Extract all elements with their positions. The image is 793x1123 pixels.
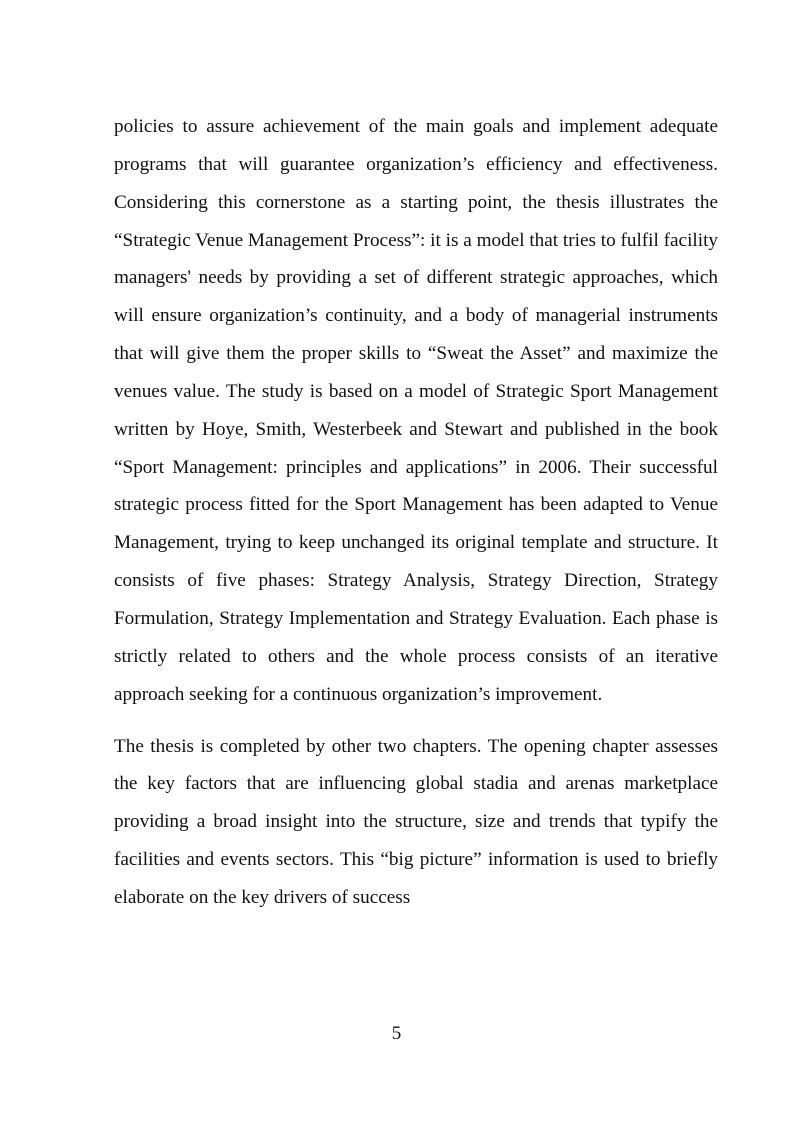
paragraph-strategic-process: policies to assure achievement of the main goals and implement adequate programs that will guarantee organization’s efficiency and effectiveness. Considering this cornerstone as a starting point, the thesis illustrates the “Strategic Venue Management Process”: it is a model that tries to fulfil facility managers' needs by providing a set of different strategic approaches, which will ensure organization’s continuity, and a body of managerial instruments that will give them the proper skills to “Sweat the Asset” and maximize the venues value. The study is based on a model of Strategic Sport Management written by Hoye, Smith, Westerbeek and Stewart and published in the book “Sport Management: principles and applications” in 2006. Their successful strategic process fitted for the Sport Management has been adapted to Venue Management, trying to keep unchanged its original template and structure. It consists of five phases: Strategy Analysis, Strategy Direction, Strategy Formulation, Strategy Implementation and Strategy Evaluation. Each phase is strictly related to others and the whole process consists of an iterative approach seeking for a continuous organization’s improvement. [114, 116, 718, 705]
paragraph-thesis-chapters: The thesis is completed by other two chapters. The opening chapter assesses the key factors that are influencing global stadia and arenas marketplace providing a broad insight into the structure, size and trends that typify the facilities and events sectors. This “big picture” information is used to briefly elaborate on the key drivers of success [114, 735, 718, 908]
body-text [114, 108, 718, 917]
page-number: 5 [391, 1023, 402, 1044]
